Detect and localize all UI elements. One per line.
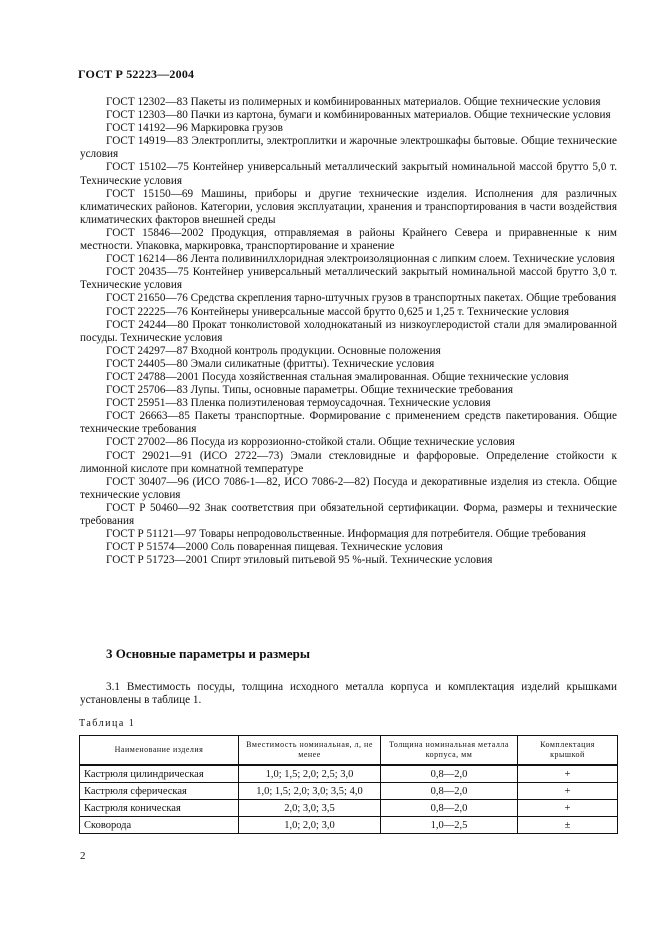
section-paragraph: 3.1 Вместимость посуды, толщина исходного металла корпуса и комплектация изделий крышками установлены в таблице 1. — [80, 681, 617, 707]
reference-item: ГОСТ 24297—87 Входной контроль продукции. Основные положения — [106, 344, 441, 357]
reference-item: ГОСТ Р 51574—2000 Соль поваренная пищевая. Технические условия — [106, 541, 443, 554]
header-cell: Вместимость номинальная, л, не менее — [239, 736, 381, 766]
references-list — [80, 96, 617, 567]
table-caption: Таблица 1 — [79, 718, 136, 729]
table-row — [80, 765, 618, 783]
reference-item: ГОСТ 16214—86 Лента поливинилхлоридная электроизоляционная с липким слоем. Технические условия — [106, 253, 615, 266]
reference-item: ГОСТ 12303—80 Пачки из картона, бумаги и комбинированных материалов. Общие технические условия — [106, 109, 611, 122]
table-cell: 1,0; 1,5; 2,0; 3,0; 3,5; 4,0 — [239, 783, 381, 800]
table-cell: Сковорода — [80, 817, 239, 834]
reference-item: ГОСТ 24788—2001 Посуда хозяйственная стальная эмалированная. Общие технические условия — [106, 370, 569, 383]
reference-item: ГОСТ 15150—69 Машины, приборы и другие технические изделия. Исполнения для различных климатических районов. Категории, условия эксплуатации, хранения и транспортирования в части воздействия климатических факторов внешней среды — [80, 187, 617, 226]
reference-item: ГОСТ 15102—75 Контейнер универсальный металлический закрытый номинальной массой брутто 5,0 т. Технические условия — [80, 161, 617, 187]
reference-item: ГОСТ Р 50460—92 Знак соответствия при обязательной сертификации. Форма, размеры и технические требования — [80, 501, 617, 527]
reference-item: ГОСТ 14192—96 Маркировка грузов — [106, 122, 283, 135]
table-cell: ± — [518, 817, 618, 834]
table-cell: + — [518, 800, 618, 817]
reference-item: ГОСТ 25706—83 Лупы. Типы, основные параметры. Общие технические требования — [106, 384, 514, 397]
header-cell: Наименование изделия — [80, 736, 239, 766]
reference-item: ГОСТ 20435—75 Контейнер универсальный металлический закрытый номинальной массой брутто 3,0 т. Технические условия — [80, 266, 617, 292]
reference-item: ГОСТ 26663—85 Пакеты транспортные. Формирование с применением средств пакетирования. Общие технические требования — [80, 410, 617, 436]
table-row — [80, 783, 618, 800]
reference-item: ГОСТ 14919—83 Электроплиты, электроплитки и жарочные электрошкафы бытовые. Общие технические условия — [80, 135, 617, 161]
header-cell: Толщина номинальная металла корпуса, мм — [381, 736, 518, 766]
reference-item: ГОСТ 22225—76 Контейнеры универсальные массой брутто 0,625 и 1,25 т. Технические условия — [106, 305, 570, 318]
table-cell: 1,0; 2,0; 3,0 — [239, 817, 381, 834]
document-header: ГОСТ Р 52223—2004 — [78, 67, 195, 81]
table-cell: 0,8—2,0 — [381, 800, 518, 817]
reference-item: ГОСТ Р 51121—97 Товары непродовольственные. Информация для потребителя. Общие требования — [106, 528, 586, 541]
table-cell: 0,8—2,0 — [381, 765, 518, 783]
table-row — [80, 817, 618, 834]
section-title: 3 Основные параметры и размеры — [106, 646, 311, 661]
table-cell: Кастрюля цилиндрическая — [80, 765, 239, 783]
table-cell: Кастрюля сферическая — [80, 783, 239, 800]
table-cell: 0,8—2,0 — [381, 783, 518, 800]
reference-item: ГОСТ 27002—86 Посуда из коррозионно-стойкой стали. Общие технические условия — [106, 436, 515, 449]
reference-item: ГОСТ 24405—80 Эмали силикатные (фритты). Технические условия — [106, 357, 435, 370]
page-number: 2 — [80, 850, 86, 862]
table-cell: + — [518, 783, 618, 800]
table-cell: Кастрюля коническая — [80, 800, 239, 817]
reference-item: ГОСТ 21650—76 Средства скрепления тарно-штучных грузов в транспортных пакетах. Общие требования — [106, 292, 617, 305]
reference-item: ГОСТ 30407—96 (ИСО 7086-1—82, ИСО 7086-2—82) Посуда и декоративные изделия из стекла. Общие технические условия — [80, 475, 617, 501]
reference-item: ГОСТ 15846—2002 Продукция, отправляемая в районы Крайнего Севера и приравненные к ним местности. Упаковка, маркировка, транспортирование и хранение — [80, 226, 617, 253]
reference-item: ГОСТ 12302—83 Пакеты из полимерных и комбинированных материалов. Общие технические условия — [106, 96, 601, 108]
reference-item: ГОСТ 29021—91 (ИСО 2722—73) Эмали стекловидные и фарфоровые. Определение стойкости к лимонной кислоте при комнатной температуре — [80, 449, 617, 475]
table-cell: 2,0; 3,0; 3,5 — [239, 800, 381, 817]
reference-item: ГОСТ Р 51723—2001 Спирт этиловый питьевой 95 %-ный. Технические условия — [106, 554, 493, 567]
table-row — [80, 800, 618, 817]
table-cell: 1,0; 1,5; 2,0; 2,5; 3,0 — [239, 765, 381, 783]
table-header-row — [80, 736, 618, 766]
table-cell: + — [518, 765, 618, 783]
reference-item: ГОСТ 24244—80 Прокат тонколистовой холоднокатаный из низкоуглеродистой стали для эмалированной посуды. Технические условия — [80, 318, 617, 344]
parameters-table — [79, 735, 618, 834]
table-cell: 1,0—2,5 — [381, 817, 518, 834]
header-cell: Комплектация крышкой — [518, 736, 618, 766]
reference-item: ГОСТ 25951—83 Пленка полиэтиленовая термоусадочная. Технические условия — [106, 397, 491, 410]
